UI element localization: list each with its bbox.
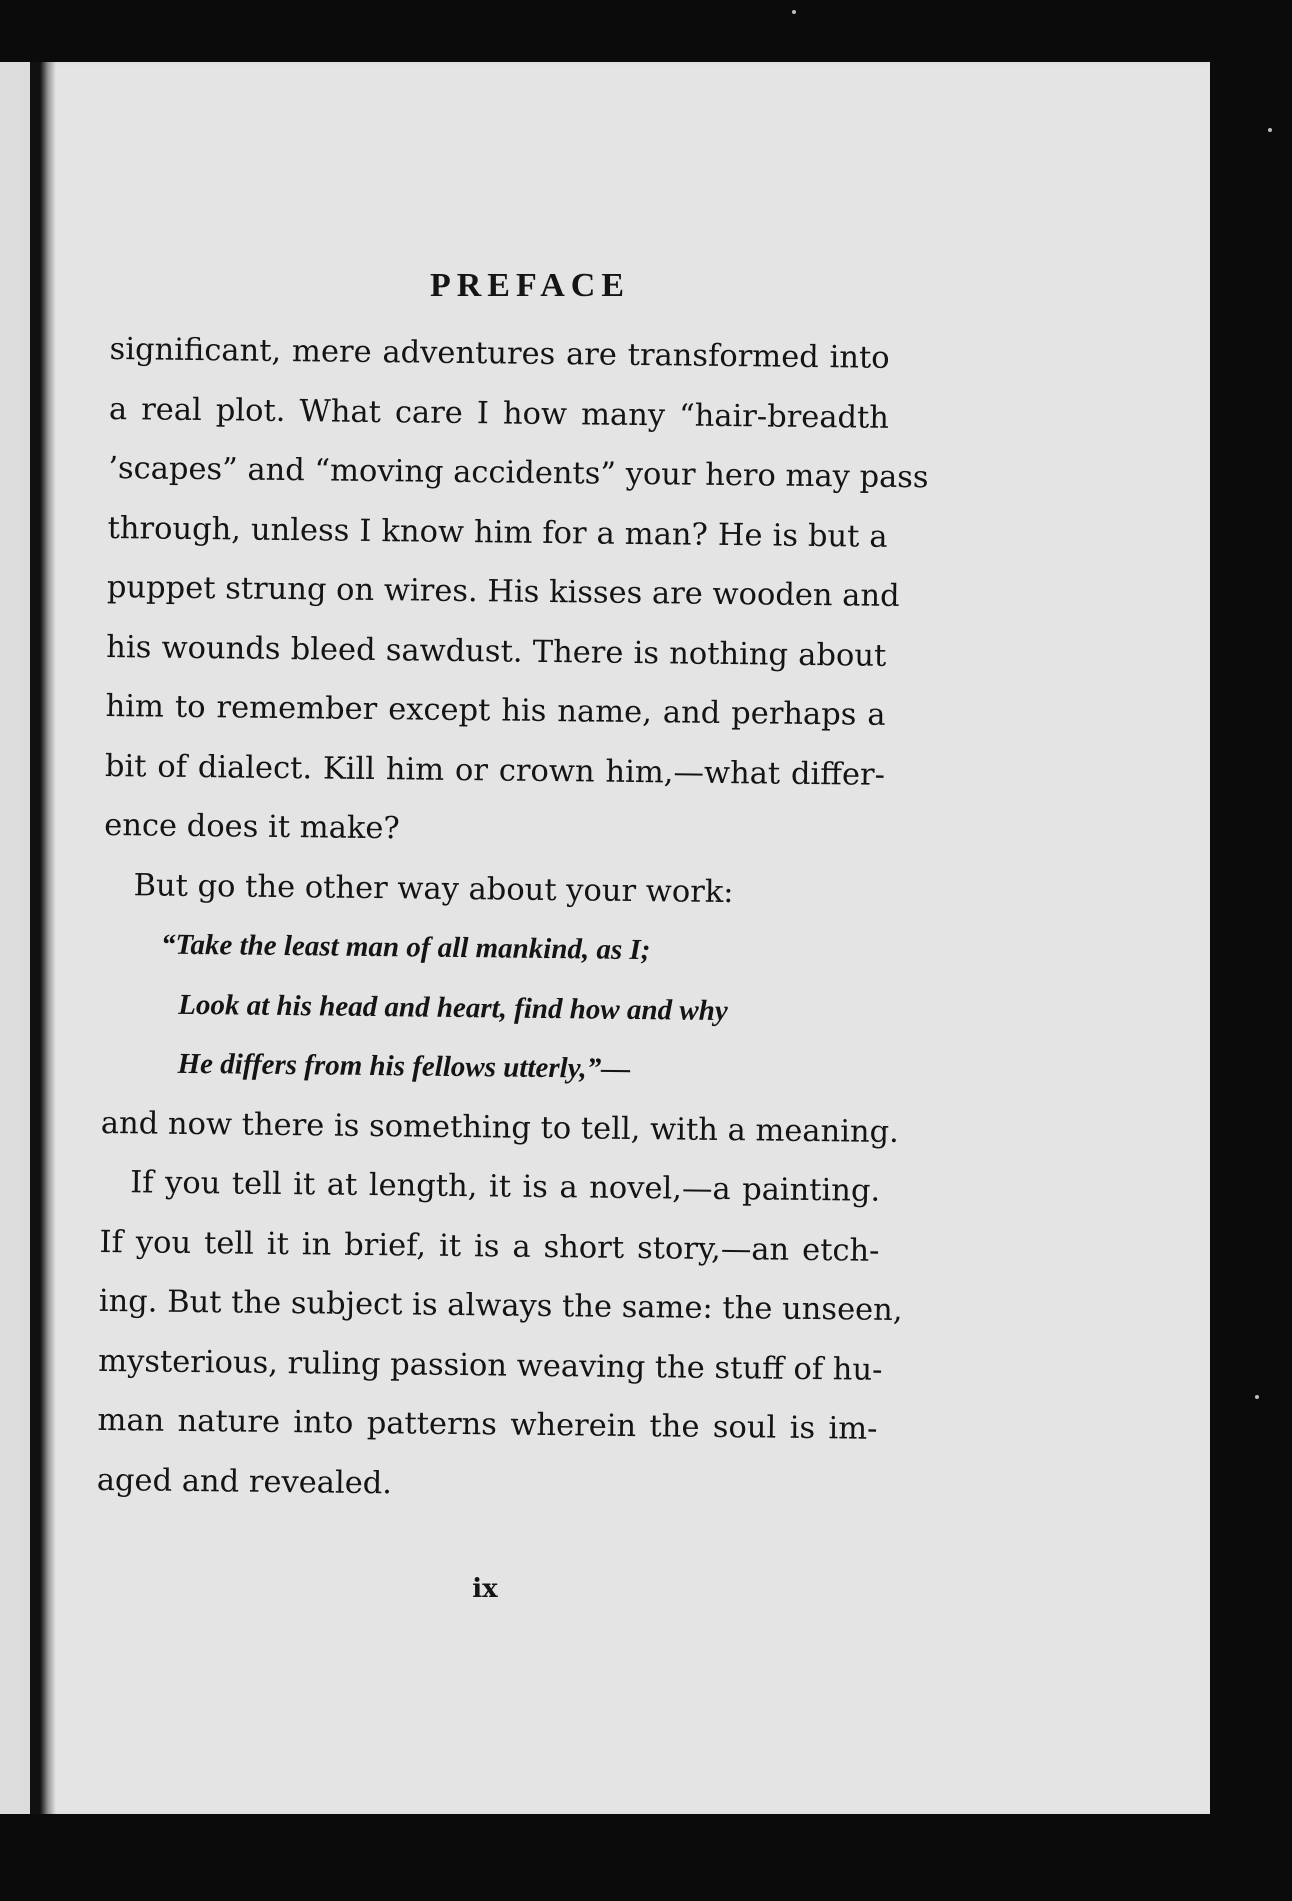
text-line: puppet strung on wires. His kisses are wooden and [106, 569, 900, 614]
text-line: ’scapes” and “moving accidents” your hero may pass [108, 450, 929, 496]
verse-line: Look at his head and heart, find how and why [178, 988, 728, 1027]
body-text [96, 320, 929, 1519]
text-line: bit of dialect. Kill him or crown him,—what differ- [104, 748, 886, 793]
text-line: a real plot. What care I how many “hair-breadth [108, 391, 890, 436]
text-line: significant, mere adventures are transformed into [109, 331, 890, 376]
text-line: him to remember except his name, and perhaps a [105, 688, 886, 733]
text-line: aged and revealed. [96, 1462, 393, 1501]
running-head: PREFACE [429, 267, 631, 304]
text-line: his wounds bleed sawdust. There is nothing about [106, 629, 887, 674]
scan-speck [1255, 1395, 1259, 1399]
text-line: ence does it make? [104, 807, 400, 847]
facing-page-edge [0, 62, 30, 1814]
text-line: mysterious, ruling passion weaving the stuff of hu- [97, 1343, 883, 1388]
text-line: through, unless I know him for a man? He is but a [107, 510, 888, 555]
gutter-shadow [30, 62, 56, 1814]
book-page [30, 62, 1210, 1814]
text-line: But go the other way about your work: [133, 867, 734, 910]
text-line: If you tell it in brief, it is a short story,—an etch- [99, 1224, 880, 1269]
verse-line: “Take the least man of all mankind, as I; [160, 928, 651, 967]
text-line: ing. But the subject is always the same: the unseen, [98, 1283, 903, 1329]
text-line: If you tell it at length, it is a novel,—a painting. [130, 1165, 881, 1209]
scan-speck [1268, 128, 1272, 132]
scan-speck [792, 10, 796, 14]
text-line: and now there is something to tell, with a meaning. [100, 1105, 900, 1150]
verse-line: He differs from his fellows utterly,”— [177, 1047, 631, 1085]
page-number: ix [472, 1574, 498, 1604]
text-line: man nature into patterns wherein the soul is im- [97, 1402, 878, 1447]
